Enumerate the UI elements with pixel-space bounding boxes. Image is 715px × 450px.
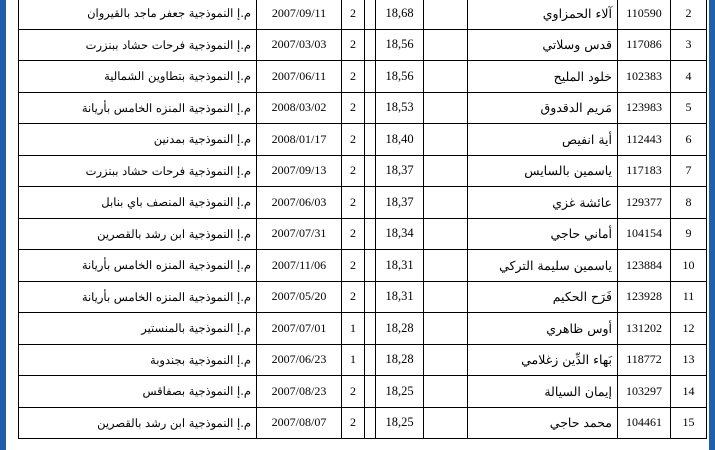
table-row	[19, 313, 707, 345]
table-row	[19, 0, 707, 29]
school-cell: م.إ النموذجية فرحات حشاد ببنزرت	[19, 29, 257, 61]
section-cell: 2	[342, 124, 365, 156]
student-name-cell: آلاء الحمزاوي	[468, 0, 618, 29]
student-id-cell: 104154	[618, 218, 671, 250]
school-cell: م.إ النموذجية ابن رشد بالقصرين	[19, 218, 257, 250]
section-cell: 2	[342, 250, 365, 282]
student-id-cell: 103297	[618, 376, 671, 408]
table-row	[19, 187, 707, 219]
rank-cell: 9	[671, 218, 707, 250]
table-row	[19, 61, 707, 93]
birth-date-cell: 2007/03/03	[257, 29, 342, 61]
school-cell: م.إ النموذجية فرحات حشاد ببنزرت	[19, 155, 257, 187]
student-name-cell: إيمان السيالة	[468, 376, 618, 408]
score-cell: 18,31	[376, 250, 424, 282]
student-name-cell: أية انفيص	[468, 124, 618, 156]
student-name-cell: قدس وسلاتي	[468, 29, 618, 61]
empty-cell	[365, 0, 376, 29]
student-name-cell: عائشة غزي	[468, 187, 618, 219]
school-cell: م.إ النموذجية بصفاقس	[19, 376, 257, 408]
score-cell: 18,53	[376, 92, 424, 124]
birth-date-cell: 2007/06/11	[257, 61, 342, 93]
section-cell: 2	[342, 92, 365, 124]
table-row	[19, 29, 707, 61]
empty-cell	[424, 92, 468, 124]
rank-cell: 7	[671, 155, 707, 187]
student-id-cell: 118772	[618, 344, 671, 376]
section-cell: 2	[342, 281, 365, 313]
section-cell: 2	[342, 155, 365, 187]
empty-cell	[365, 344, 376, 376]
student-id-cell: 123884	[618, 250, 671, 282]
birth-date-cell: 2007/06/23	[257, 344, 342, 376]
school-cell: م.إ النموذجية جعفر ماجد بالقيروان	[19, 0, 257, 29]
table-row	[19, 376, 707, 408]
results-table	[18, 0, 707, 439]
section-cell: 1	[342, 344, 365, 376]
rank-cell: 14	[671, 376, 707, 408]
birth-date-cell: 2007/08/23	[257, 376, 342, 408]
school-cell: م.إ النموذجية المنزه الخامس بأريانة	[19, 281, 257, 313]
empty-cell	[424, 61, 468, 93]
rank-cell: 2	[671, 0, 707, 29]
birth-date-cell: 2007/05/20	[257, 281, 342, 313]
student-id-cell: 123928	[618, 281, 671, 313]
student-id-cell: 117086	[618, 29, 671, 61]
right-frame-border	[709, 0, 715, 450]
empty-cell	[365, 187, 376, 219]
school-cell: م.إ النموذجية ابن رشد بالقصرين	[19, 407, 257, 439]
empty-cell	[365, 92, 376, 124]
student-name-cell: ياسمين بالسايس	[468, 155, 618, 187]
student-name-cell: فَرَح الحكيم	[468, 281, 618, 313]
rank-cell: 10	[671, 250, 707, 282]
empty-cell	[424, 155, 468, 187]
table-row	[19, 92, 707, 124]
rank-cell: 13	[671, 344, 707, 376]
table-row	[19, 250, 707, 282]
birth-date-cell: 2007/09/11	[257, 0, 342, 29]
birth-date-cell: 2007/09/13	[257, 155, 342, 187]
empty-cell	[365, 281, 376, 313]
score-cell: 18,25	[376, 376, 424, 408]
score-cell: 18,25	[376, 407, 424, 439]
table-row	[19, 124, 707, 156]
school-cell: م.إ النموذجية بمدنين	[19, 124, 257, 156]
empty-cell	[424, 376, 468, 408]
birth-date-cell: 2007/11/06	[257, 250, 342, 282]
empty-cell	[424, 29, 468, 61]
student-id-cell: 112443	[618, 124, 671, 156]
birth-date-cell: 2007/08/07	[257, 407, 342, 439]
table-row	[19, 155, 707, 187]
birth-date-cell: 2008/03/02	[257, 92, 342, 124]
score-cell: 18,28	[376, 313, 424, 345]
score-cell: 18,34	[376, 218, 424, 250]
score-cell: 18,68	[376, 0, 424, 29]
rank-cell: 6	[671, 124, 707, 156]
empty-cell	[424, 187, 468, 219]
empty-cell	[424, 281, 468, 313]
birth-date-cell: 2007/07/31	[257, 218, 342, 250]
student-name-cell: ياسمين سليمة التركي	[468, 250, 618, 282]
score-cell: 18,56	[376, 29, 424, 61]
school-cell: م.إ النموذجية المنزه الخامس بأريانة	[19, 92, 257, 124]
student-id-cell: 131202	[618, 313, 671, 345]
section-cell: 1	[342, 313, 365, 345]
table-row	[19, 281, 707, 313]
score-cell: 18,37	[376, 187, 424, 219]
birth-date-cell: 2007/06/03	[257, 187, 342, 219]
school-cell: م.إ النموذجية المنصف باي بنابل	[19, 187, 257, 219]
student-id-cell: 104461	[618, 407, 671, 439]
rank-cell: 5	[671, 92, 707, 124]
table-row	[19, 218, 707, 250]
student-name-cell: خلود المليح	[468, 61, 618, 93]
empty-cell	[365, 61, 376, 93]
section-cell: 2	[342, 407, 365, 439]
empty-cell	[365, 124, 376, 156]
student-name-cell: أوس ظاهري	[468, 313, 618, 345]
results-table-body	[19, 0, 707, 439]
empty-cell	[365, 407, 376, 439]
school-cell: م.إ النموذجية بجندوبة	[19, 344, 257, 376]
rank-cell: 15	[671, 407, 707, 439]
left-frame-border	[0, 0, 6, 450]
section-cell: 2	[342, 376, 365, 408]
student-id-cell: 129377	[618, 187, 671, 219]
empty-cell	[365, 218, 376, 250]
student-id-cell: 110590	[618, 0, 671, 29]
section-cell: 2	[342, 29, 365, 61]
section-cell: 2	[342, 218, 365, 250]
empty-cell	[365, 250, 376, 282]
score-cell: 18,37	[376, 155, 424, 187]
student-name-cell: مَريم الدقدوق	[468, 92, 618, 124]
rank-cell: 11	[671, 281, 707, 313]
rank-cell: 4	[671, 61, 707, 93]
empty-cell	[424, 250, 468, 282]
birth-date-cell: 2007/07/01	[257, 313, 342, 345]
section-cell: 2	[342, 61, 365, 93]
table-row	[19, 344, 707, 376]
table-row	[19, 407, 707, 439]
empty-cell	[424, 407, 468, 439]
results-sheet	[18, 0, 699, 439]
birth-date-cell: 2008/01/17	[257, 124, 342, 156]
school-cell: م.إ النموذجية المنزه الخامس بأريانة	[19, 250, 257, 282]
section-cell: 2	[342, 0, 365, 29]
empty-cell	[424, 124, 468, 156]
rank-cell: 12	[671, 313, 707, 345]
rank-cell: 3	[671, 29, 707, 61]
score-cell: 18,56	[376, 61, 424, 93]
empty-cell	[424, 0, 468, 29]
school-cell: م.إ النموذجية بتطاوين الشمالية	[19, 61, 257, 93]
student-id-cell: 102383	[618, 61, 671, 93]
empty-cell	[424, 313, 468, 345]
empty-cell	[365, 376, 376, 408]
student-id-cell: 123983	[618, 92, 671, 124]
student-name-cell: محمد حاجي	[468, 407, 618, 439]
score-cell: 18,31	[376, 281, 424, 313]
empty-cell	[424, 218, 468, 250]
empty-cell	[365, 313, 376, 345]
student-name-cell: بَهاء الدِّين زغلامي	[468, 344, 618, 376]
student-id-cell: 117183	[618, 155, 671, 187]
empty-cell	[365, 29, 376, 61]
section-cell: 2	[342, 187, 365, 219]
school-cell: م.إ النموذجية بالمنستير	[19, 313, 257, 345]
student-name-cell: أماني حاجي	[468, 218, 618, 250]
empty-cell	[365, 155, 376, 187]
score-cell: 18,28	[376, 344, 424, 376]
rank-cell: 8	[671, 187, 707, 219]
empty-cell	[424, 344, 468, 376]
score-cell: 18,40	[376, 124, 424, 156]
